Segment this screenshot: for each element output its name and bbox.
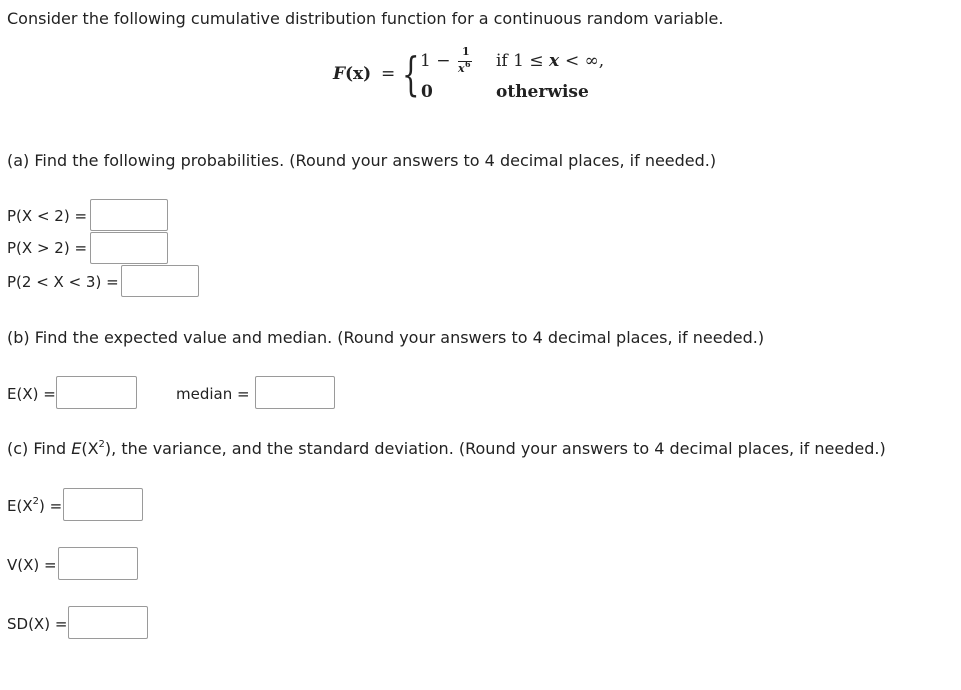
p-2-x-3-label: P(2 < X < 3) = <box>7 273 119 291</box>
intro-text: Consider the following cumulative distribution function for a continuous random variable. <box>7 9 724 28</box>
expected-x-squared-label <box>7 496 62 519</box>
p-2-x-3-input[interactable] <box>121 265 199 297</box>
part-c-prompt-arg: (X <box>81 439 99 458</box>
part-c-prompt-close: ) <box>104 439 112 458</box>
part-c-prompt-exp: 2 <box>98 439 105 450</box>
median-input[interactable] <box>255 376 335 409</box>
median-label: median = <box>176 385 250 403</box>
expected-value-input[interactable] <box>56 376 137 409</box>
part-c-prompt-rest: , the variance, and the standard deviation. (Round your answers to 4 decimal places, if needed.) <box>111 439 886 458</box>
part-a-prompt: (a) Find the following probabilities. (Round your answers to 4 decimal places, if needed.) <box>7 151 717 170</box>
cdf-lhs-arg: (x) <box>345 64 372 84</box>
expected-x-squared-lead: E(X <box>7 497 33 515</box>
cdf-brace: { <box>402 47 420 101</box>
cdf-equals: = <box>381 64 396 84</box>
standard-deviation-input[interactable] <box>68 606 148 639</box>
part-c-prompt-lead: (c) Find <box>7 439 72 458</box>
p-x-less-2-input[interactable] <box>90 199 168 231</box>
expected-x-squared-close: ) = <box>38 497 63 515</box>
expected-x-squared-input[interactable] <box>63 488 143 521</box>
cdf-case1-cond-if: if 1 ≤ <box>496 51 544 71</box>
standard-deviation-label: SD(X) = <box>7 615 68 633</box>
cdf-case2-expr: 0 <box>421 82 433 102</box>
cdf-case1-cond-rest: < ∞, <box>565 51 605 71</box>
cdf-case2-cond: otherwise <box>496 82 589 102</box>
cdf-case1-frac-num: 1 <box>462 45 470 58</box>
variance-input[interactable] <box>58 547 138 580</box>
p-x-less-2-label: P(X < 2) = <box>7 207 88 225</box>
expected-value-label: E(X) = <box>7 385 56 403</box>
cdf-case1-cond-x: x <box>549 51 560 71</box>
p-x-greater-2-input[interactable] <box>90 232 168 264</box>
part-c-prompt-e: E <box>71 439 82 458</box>
expected-x-squared-exp: 2 <box>32 496 39 507</box>
p-x-greater-2-label: P(X > 2) = <box>7 239 88 257</box>
cdf-lhs-f: F <box>333 64 346 84</box>
cdf-case1-frac-den-var: x <box>458 62 465 75</box>
cdf-case1-lead: 1 − <box>420 51 451 71</box>
variance-label: V(X) = <box>7 556 57 574</box>
cdf-case1-frac-den-exp: 6 <box>465 59 471 69</box>
part-b-prompt: (b) Find the expected value and median. (Round your answers to 4 decimal places, if needed.) <box>7 328 765 347</box>
part-c-prompt <box>7 439 886 462</box>
